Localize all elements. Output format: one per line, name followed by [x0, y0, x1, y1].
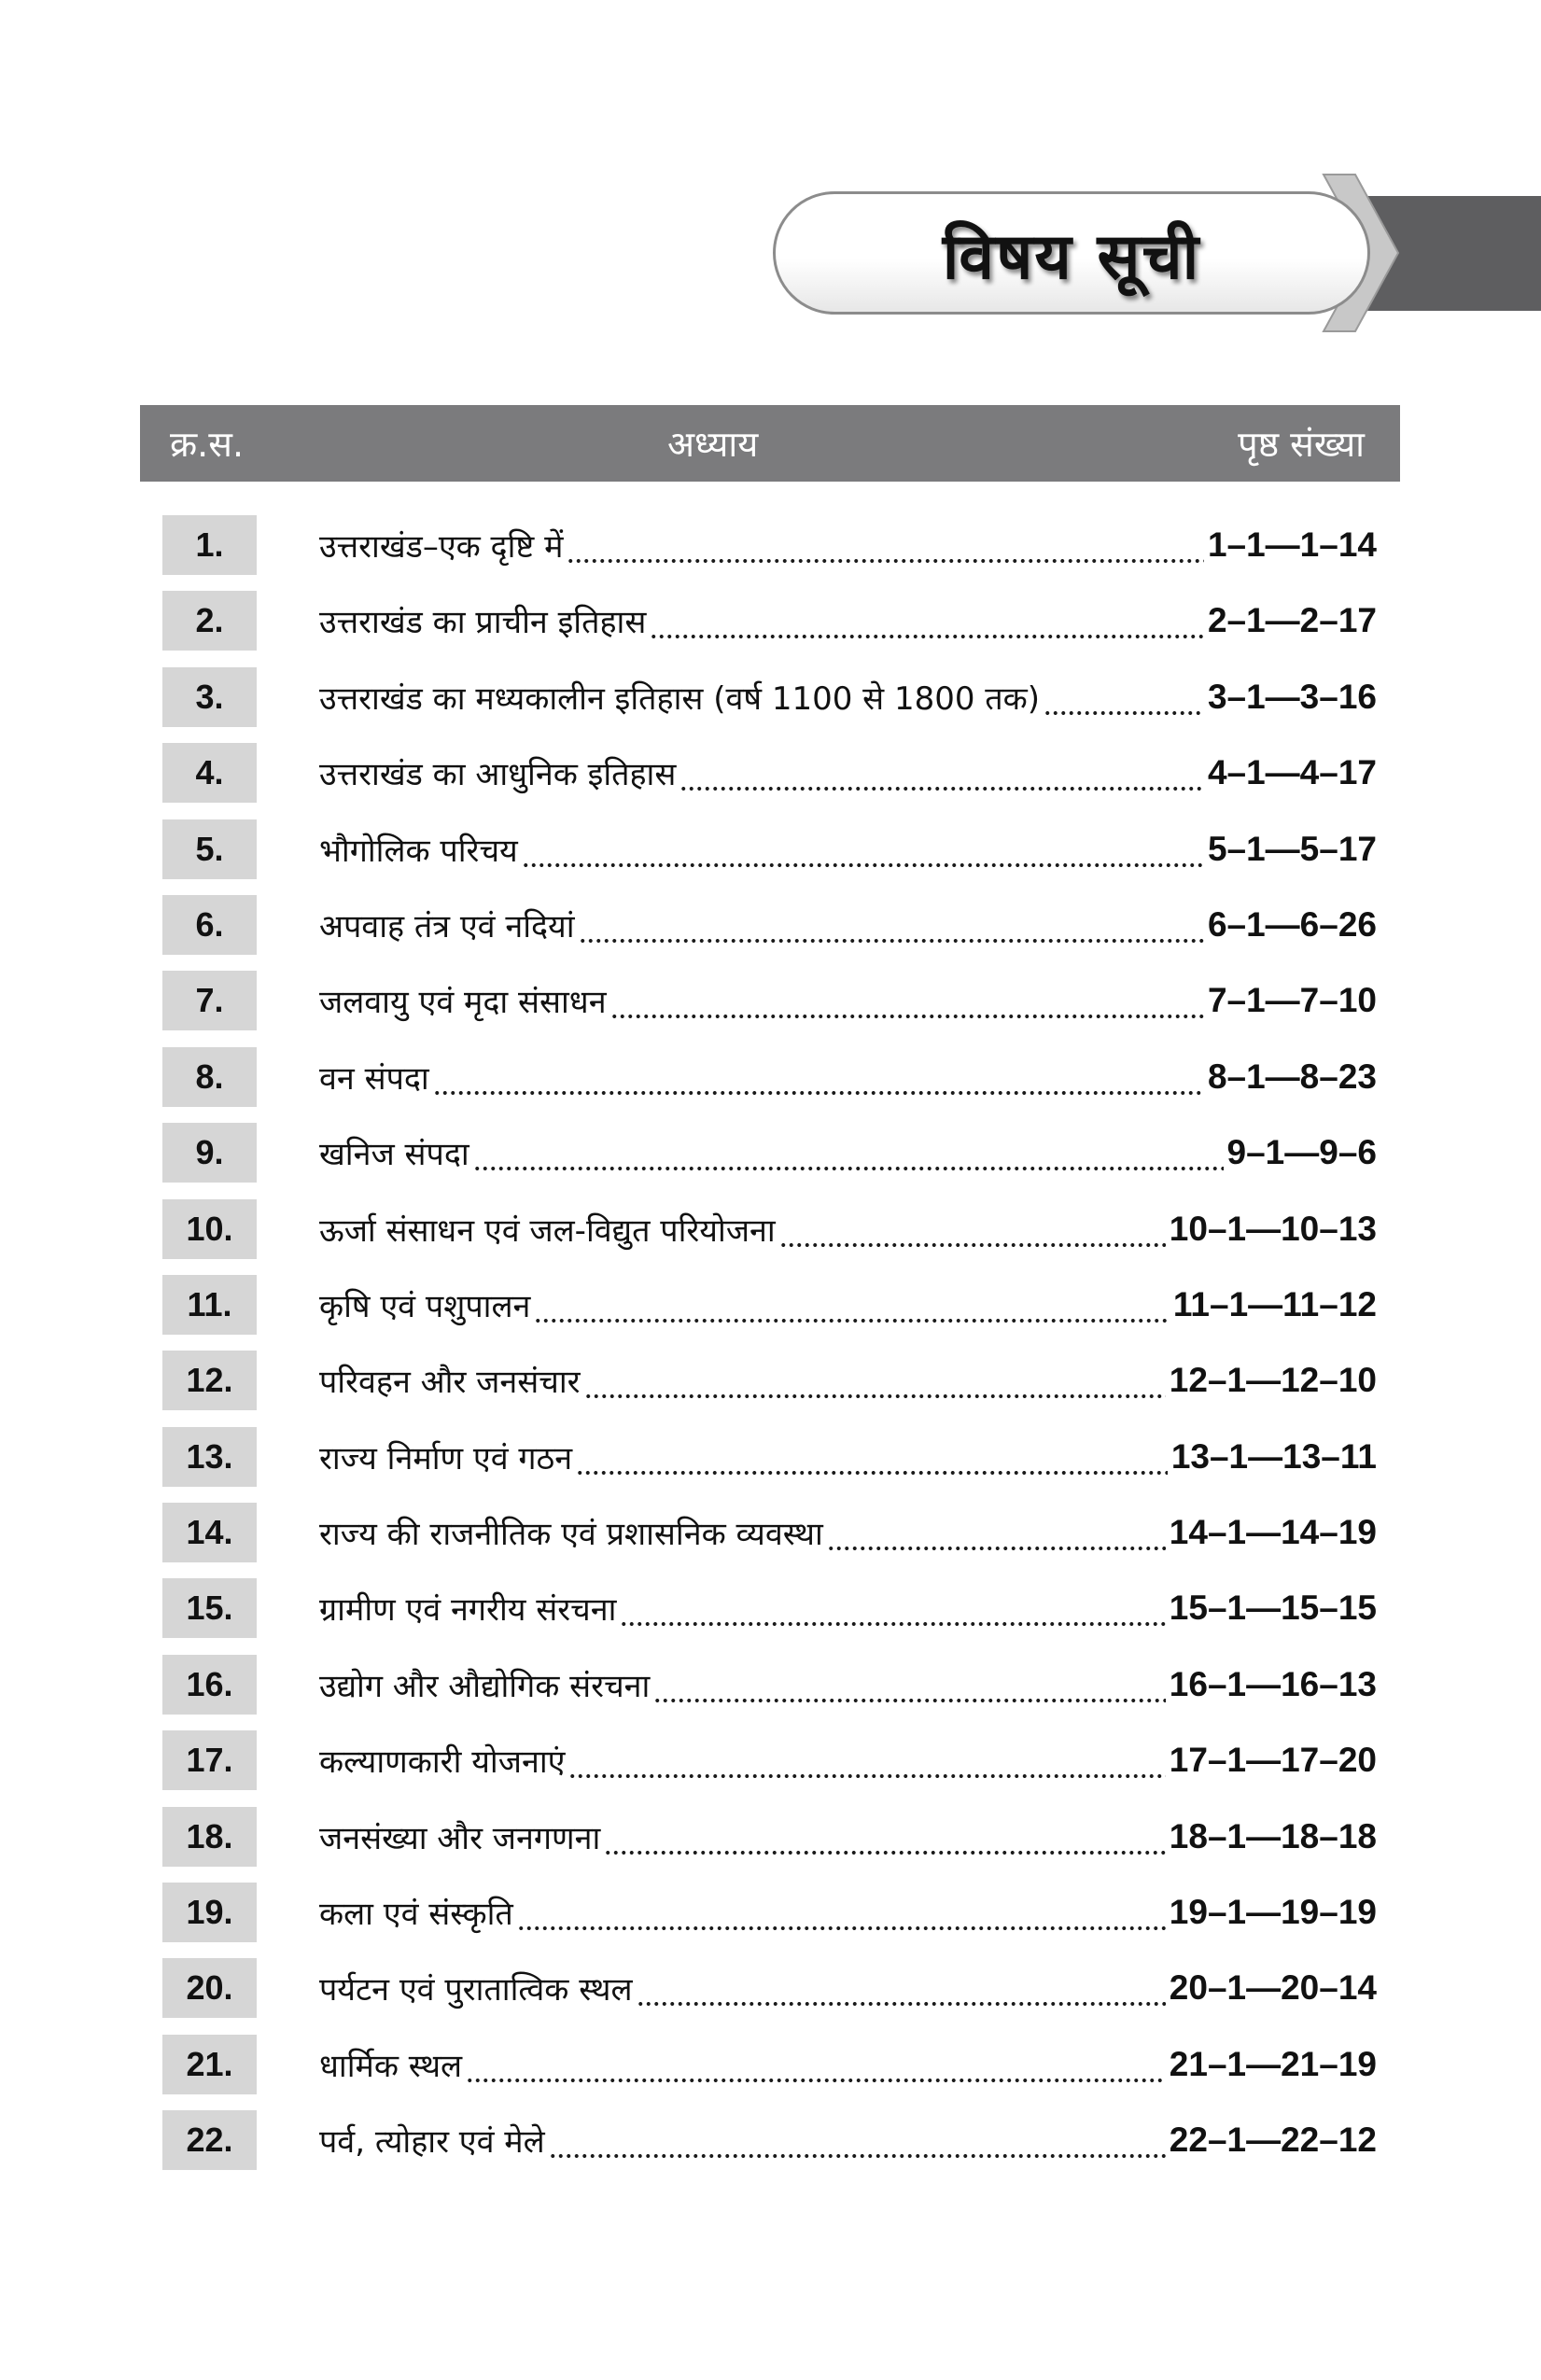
dot-leader	[534, 1275, 1170, 1335]
chapter-number: 20.	[162, 1958, 257, 2018]
chapter-title: परिवहन और जनसंचार	[319, 1364, 581, 1402]
chapter-entry[interactable]	[319, 1730, 1377, 1790]
chapter-number: 13.	[162, 1427, 257, 1487]
chapter-title: पर्यटन एवं पुरातात्विक स्थल	[319, 1971, 633, 2009]
chapter-title: कला एवं संस्कृति	[319, 1896, 513, 1934]
page-range: 6–1—6–26	[1207, 904, 1377, 944]
page-range: 21–1—21–19	[1169, 2044, 1377, 2083]
chapter-entry[interactable]	[319, 515, 1377, 575]
toc-row[interactable]	[0, 1729, 1541, 1804]
dot-leader	[679, 743, 1204, 803]
chapter-title: अपवाह तंत्र एवं नदियां	[319, 907, 575, 945]
page-range: 18–1—18–18	[1169, 1816, 1377, 1855]
toc-row[interactable]	[0, 1881, 1541, 1956]
dot-leader	[473, 1123, 1224, 1183]
chapter-number: 1.	[162, 515, 257, 575]
chapter-number: 22.	[162, 2110, 257, 2170]
toc-row[interactable]	[0, 741, 1541, 817]
page-range: 17–1—17–20	[1169, 1741, 1377, 1780]
page-range: 4–1—4–17	[1207, 753, 1377, 792]
chapter-title: धार्मिक स्थल	[319, 2047, 463, 2085]
chapter-number: 14.	[162, 1503, 257, 1562]
dot-leader	[779, 1199, 1166, 1259]
chapter-entry[interactable]	[319, 1427, 1377, 1487]
chapter-title: उद्योग और औद्योगिक संरचना	[319, 1667, 651, 1705]
dot-leader	[650, 591, 1204, 651]
toc-row[interactable]	[0, 1425, 1541, 1501]
chapter-entry[interactable]	[319, 1351, 1377, 1410]
chapter-number: 6.	[162, 895, 257, 955]
chapter-number: 12.	[162, 1351, 257, 1410]
toc-row[interactable]	[0, 1653, 1541, 1729]
chapter-entry[interactable]	[319, 667, 1377, 727]
chapter-title: राज्य निर्माण एवं गठन	[319, 1439, 573, 1477]
page-range: 11–1—11–12	[1172, 1284, 1377, 1323]
chapter-title: उत्तराखंड का प्राचीन इतिहास	[319, 604, 647, 642]
toc-row[interactable]	[0, 665, 1541, 741]
toc-row[interactable]	[0, 1576, 1541, 1652]
toc-row[interactable]	[0, 589, 1541, 665]
page-range: 7–1—7–10	[1207, 981, 1377, 1020]
chapter-title: उत्तराखंड का आधुनिक इतिहास	[319, 756, 677, 794]
page-range: 8–1—8–23	[1207, 1057, 1377, 1096]
dot-leader	[620, 1578, 1165, 1638]
chapter-entry[interactable]	[319, 1807, 1377, 1867]
toc-list	[0, 513, 1541, 2185]
chapter-entry[interactable]	[319, 743, 1377, 803]
page-title: विषय सूची	[942, 218, 1201, 294]
chapter-number: 9.	[162, 1123, 257, 1183]
chapter-number: 5.	[162, 819, 257, 879]
dot-leader	[517, 1883, 1166, 1942]
chapter-title: ग्रामीण एवं नगरीय संरचना	[319, 1591, 617, 1630]
chapter-title: खनिज संपदा	[319, 1136, 469, 1174]
chapter-entry[interactable]	[319, 1578, 1377, 1638]
toc-row[interactable]	[0, 2033, 1541, 2108]
chapter-number: 7.	[162, 971, 257, 1030]
chapter-entry[interactable]	[319, 819, 1377, 879]
chapter-entry[interactable]	[319, 2035, 1377, 2094]
chapter-number: 16.	[162, 1655, 257, 1715]
header-sno: क्र.स.	[170, 424, 245, 465]
table-header	[140, 405, 1400, 482]
toc-row[interactable]	[0, 1045, 1541, 1121]
dot-leader	[827, 1503, 1166, 1562]
chapter-entry[interactable]	[319, 971, 1377, 1030]
dot-leader	[568, 1730, 1165, 1790]
chapter-title: जलवायु एवं मृदा संसाधन	[319, 984, 607, 1022]
dot-leader	[466, 2035, 1166, 2094]
chapter-number: 4.	[162, 743, 257, 803]
page-range: 22–1—22–12	[1169, 2121, 1377, 2160]
chapter-entry[interactable]	[319, 2110, 1377, 2170]
dot-leader	[522, 819, 1204, 879]
page-range: 9–1—9–6	[1226, 1133, 1377, 1172]
page-range: 1–1—1–14	[1207, 525, 1377, 564]
dot-leader	[433, 1047, 1204, 1107]
toc-row[interactable]	[0, 1956, 1541, 2032]
page-range: 10–1—10–13	[1169, 1209, 1377, 1248]
dot-leader	[576, 1427, 1168, 1487]
toc-row[interactable]	[0, 1349, 1541, 1424]
dot-leader	[637, 1958, 1166, 2018]
page-range: 5–1—5–17	[1207, 829, 1377, 868]
chapter-number: 3.	[162, 667, 257, 727]
toc-row[interactable]	[0, 969, 1541, 1044]
chapter-number: 2.	[162, 591, 257, 651]
dot-leader	[567, 515, 1204, 575]
chapter-entry[interactable]	[319, 1958, 1377, 2018]
chapter-number: 10.	[162, 1199, 257, 1259]
page-range: 3–1—3–16	[1207, 677, 1377, 716]
toc-row[interactable]	[0, 2108, 1541, 2184]
chapter-number: 18.	[162, 1807, 257, 1867]
chapter-entry[interactable]	[319, 1883, 1377, 1942]
toc-row[interactable]	[0, 1501, 1541, 1576]
chapter-title: कल्याणकारी योजनाएं	[319, 1743, 566, 1782]
chapter-entry[interactable]	[319, 1503, 1377, 1562]
chapter-title: राज्य की राजनीतिक एवं प्रशासनिक व्यवस्था	[319, 1516, 823, 1554]
dot-leader	[604, 1807, 1165, 1867]
header-page: पृष्ठ संख्या	[1238, 424, 1365, 465]
chapter-number: 11.	[162, 1275, 257, 1335]
dot-leader	[584, 1351, 1166, 1410]
chapter-entry[interactable]	[319, 1047, 1377, 1107]
page-range: 16–1—16–13	[1169, 1664, 1377, 1703]
dot-leader	[610, 971, 1204, 1030]
toc-row[interactable]	[0, 893, 1541, 969]
header-chapter: अध्याय	[667, 424, 759, 465]
chapter-title: उत्तराखंड का मध्यकालीन इतिहास (वर्ष 1100 से 1800 तक)	[319, 679, 1041, 718]
page-range: 15–1—15–15	[1169, 1589, 1377, 1628]
title-banner	[773, 191, 1370, 315]
chapter-number: 17.	[162, 1730, 257, 1790]
chapter-number: 19.	[162, 1883, 257, 1942]
page-range: 2–1—2–17	[1207, 601, 1377, 640]
chapter-title: ऊर्जा संसाधन एवं जल-विद्युत परियोजना	[319, 1211, 776, 1250]
dot-leader	[579, 895, 1204, 955]
toc-row[interactable]	[0, 1805, 1541, 1881]
chapter-title: पर्व, त्योहार एवं मेले	[319, 2123, 545, 2162]
page-range: 19–1—19–19	[1169, 1893, 1377, 1932]
chapter-number: 15.	[162, 1578, 257, 1638]
page-range: 13–1—13–11	[1170, 1436, 1377, 1476]
chapter-entry[interactable]	[319, 591, 1377, 651]
chapter-entry[interactable]	[319, 1275, 1377, 1335]
toc-row[interactable]	[0, 1121, 1541, 1197]
page-range: 14–1—14–19	[1169, 1513, 1377, 1552]
chapter-entry[interactable]	[319, 1655, 1377, 1715]
chapter-title: जनसंख्या और जनगणना	[319, 1819, 601, 1857]
toc-row[interactable]	[0, 818, 1541, 893]
dot-leader	[1044, 667, 1204, 727]
chapter-entry[interactable]	[319, 1199, 1377, 1259]
chapter-entry[interactable]	[319, 895, 1377, 955]
dot-leader	[653, 1655, 1165, 1715]
chapter-title: भौगोलिक परिचय	[319, 832, 518, 870]
chapter-number: 8.	[162, 1047, 257, 1107]
chapter-title: कृषि एवं पशुपालन	[319, 1287, 531, 1325]
chapter-title: वन संपदा	[319, 1059, 429, 1098]
chapter-number: 21.	[162, 2035, 257, 2094]
page-range: 20–1—20–14	[1169, 1968, 1377, 2008]
chapter-entry[interactable]	[319, 1123, 1377, 1183]
page-range: 12–1—12–10	[1169, 1361, 1377, 1400]
chapter-title: उत्तराखंड–एक दृष्टि में	[319, 528, 564, 566]
toc-row[interactable]	[0, 513, 1541, 589]
toc-row[interactable]	[0, 1273, 1541, 1349]
dot-leader	[549, 2110, 1166, 2170]
toc-row[interactable]	[0, 1197, 1541, 1273]
